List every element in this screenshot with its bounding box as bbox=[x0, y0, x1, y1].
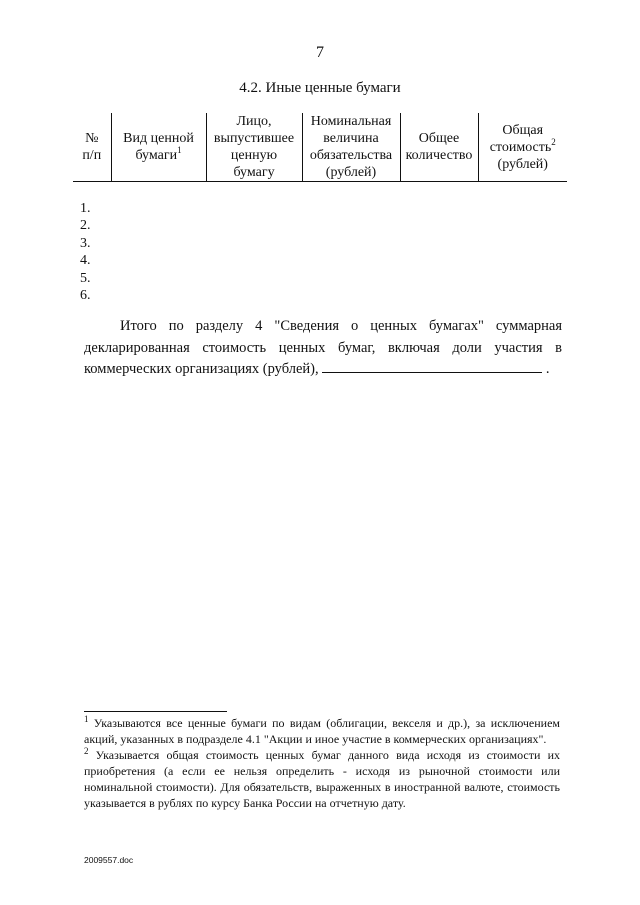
table-row: 6. bbox=[80, 288, 91, 304]
section-title: 4.2. Иные ценные бумаги bbox=[239, 80, 401, 96]
footnote-ref-1: 1 bbox=[177, 145, 182, 155]
footnote-1: $^1$ Указываются все ценные бумаги по видам (облигации, векселя и др.), за исключением акций, указанных в подразделе 4.1 "Акции и иное участие в коммерческих организациях". bbox=[84, 714, 561, 746]
col-header-security-type: Вид ценной бумаги$^1$ bbox=[111, 113, 206, 182]
table-row: 2. bbox=[80, 218, 91, 234]
total-text: Итого по разделу 4 "Сведения о ценных бумагах" суммарная декларированная стоимость ценных бумаг, включая доли участия в коммерческих организациях (рублей), bbox=[84, 318, 562, 377]
page-number: 7 bbox=[316, 44, 324, 61]
table-row: 4. bbox=[80, 253, 91, 269]
total-paragraph bbox=[84, 316, 562, 381]
table-rows bbox=[80, 200, 91, 304]
total-end: . bbox=[545, 361, 550, 377]
col-header-issuer: Лицо, выпустившее ценную бумагу bbox=[206, 113, 302, 182]
footnotes bbox=[84, 715, 560, 811]
table-row: 1. bbox=[80, 201, 91, 216]
col-header-quantity: Общее количество bbox=[400, 113, 478, 182]
table-row: 3. bbox=[80, 235, 91, 251]
col-header-total-value: Общая стоимость$^2$ (рублей) bbox=[478, 113, 567, 182]
table-row: 5. bbox=[80, 270, 91, 286]
securities-table-header bbox=[73, 113, 567, 182]
col-header-number: № п/п bbox=[73, 113, 111, 182]
footnote-2: $^2$ Указывается общая стоимость ценных бумаг данного вида исходя из стоимости их приобретения (а если ее нельзя определить - исходя из рыночной стоимости или номинальной стоимости). Для обязательств, выраженных в иностранной валюте, стоимость указывается в рублях по курсу Банка России на отчетную дату. bbox=[84, 746, 560, 810]
footnote-separator bbox=[84, 711, 227, 712]
document-filename: 2009557.doc bbox=[84, 855, 134, 865]
total-value-blank[interactable] bbox=[322, 359, 542, 373]
col-header-nominal-value: Номинальная величина обязательства (рублей) bbox=[302, 113, 400, 182]
footnote-ref-2: 2 bbox=[551, 136, 556, 147]
